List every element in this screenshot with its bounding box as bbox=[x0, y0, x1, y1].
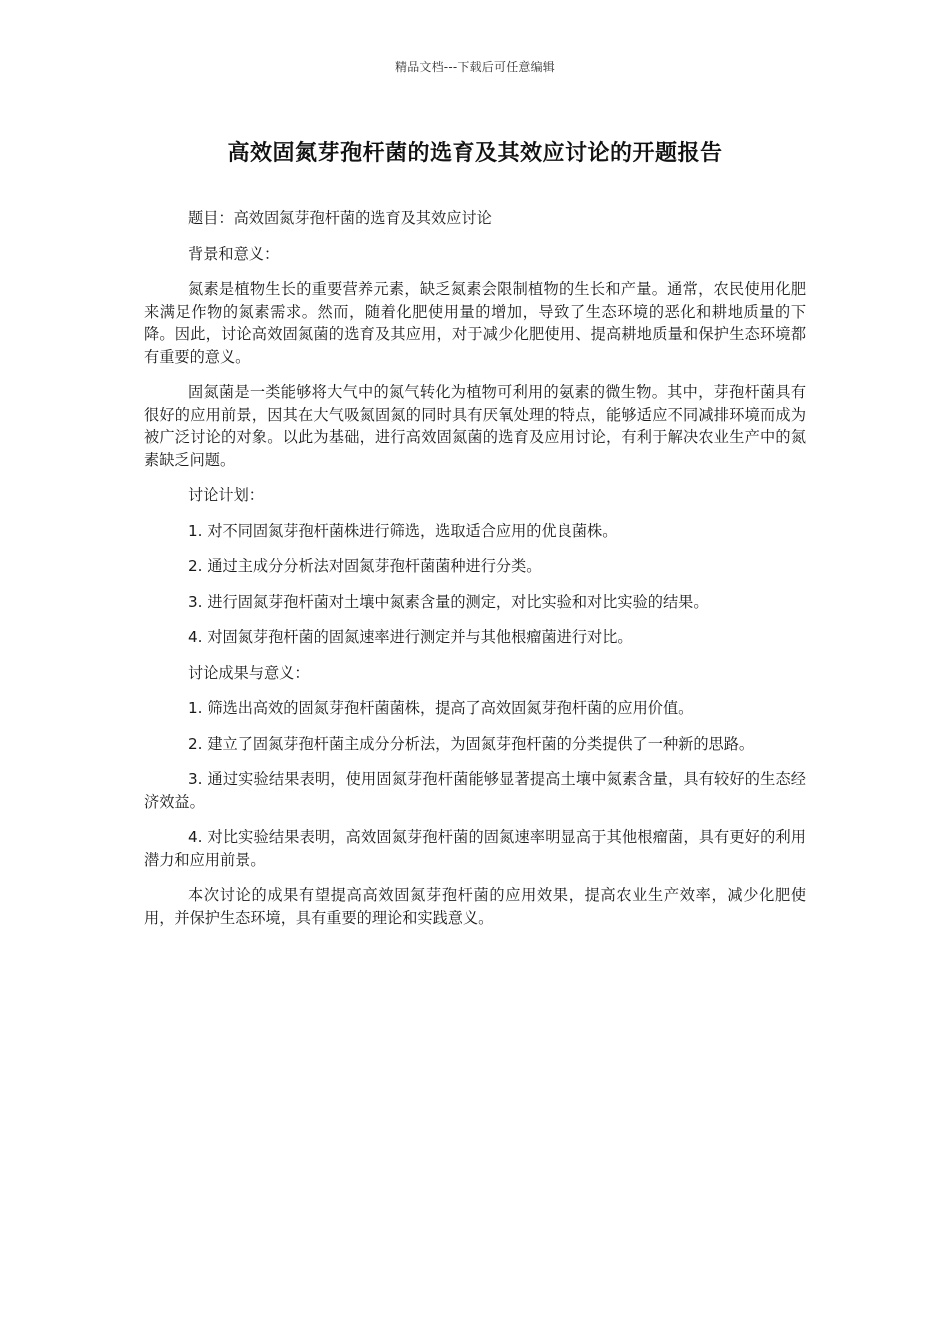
background-heading: 背景和意义： bbox=[188, 244, 280, 263]
document-title: 高效固氮芽孢杆菌的选育及其效应讨论的开题报告 bbox=[227, 141, 723, 166]
results-item: 1. 筛选出高效的固氮芽孢杆菌菌株，提高了高效固氮芽孢杆菌的应用价值。 bbox=[188, 699, 694, 717]
results-item: 4. 对比实验结果表明，高效固氮芽孢杆菌的固氮速率明显高于其他根瘤菌，具有更好的利用潜力和应用前景。 bbox=[144, 828, 806, 869]
plan-item: 3. 进行固氮芽孢杆菌对土壤中氮素含量的测定，对比实验和对比实验的结果。 bbox=[188, 592, 709, 611]
conclusion-paragraph: 本次讨论的成果有望提高高效固氮芽孢杆菌的应用效果，提高农业生产效率，减少化肥使用，并保护生态环境，具有重要的理论和实践意义。 bbox=[144, 886, 806, 927]
document-body bbox=[144, 207, 806, 942]
results-heading: 讨论成果与意义： bbox=[188, 663, 310, 682]
background-paragraph: 固氮菌是一类能够将大气中的氮气转化为植物可利用的氨素的微生物。其中，芽孢杆菌具有很好的应用前景，因其在大气吸氮固氮的同时具有厌氧处理的特点，能够适应不同减排环境而成为被广泛讨论的对象。以此为基础，进行高效固氮菌的选育及应用讨论，有利于解决农业生产中的氮素缺乏问题。 bbox=[144, 383, 806, 469]
header-note: 精品文档---下载后可任意编辑 bbox=[395, 60, 555, 74]
plan-item: 2. 通过主成分分析法对固氮芽孢杆菌菌种进行分类。 bbox=[188, 557, 542, 575]
background-paragraph: 氮素是植物生长的重要营养元素，缺乏氮素会限制植物的生长和产量。通常，农民使用化肥来满足作物的氮素需求。然而，随着化肥使用量的增加，导致了生态环境的恶化和耕地质量的下降。因此，讨论高效固氮菌的选育及其应用，对于减少化肥使用、提高耕地质量和保护生态环境都有重要的意义。 bbox=[144, 280, 806, 366]
plan-item: 1. 对不同固氮芽孢杆菌株进行筛选，选取适合应用的优良菌株。 bbox=[188, 521, 618, 540]
topic-line: 题目：高效固氮芽孢杆菌的选育及其效应讨论 bbox=[188, 209, 492, 227]
plan-item: 4. 对固氮芽孢杆菌的固氮速率进行测定并与其他根瘤菌进行对比。 bbox=[188, 628, 633, 646]
results-item: 3. 通过实验结果表明，使用固氮芽孢杆菌能够显著提高土壤中氮素含量，具有较好的生态经济效益。 bbox=[144, 770, 806, 811]
plan-heading: 讨论计划： bbox=[188, 486, 264, 504]
results-item: 2. 建立了固氮芽孢杆菌主成分分析法，为固氮芽孢杆菌的分类提供了一种新的思路。 bbox=[188, 734, 755, 753]
